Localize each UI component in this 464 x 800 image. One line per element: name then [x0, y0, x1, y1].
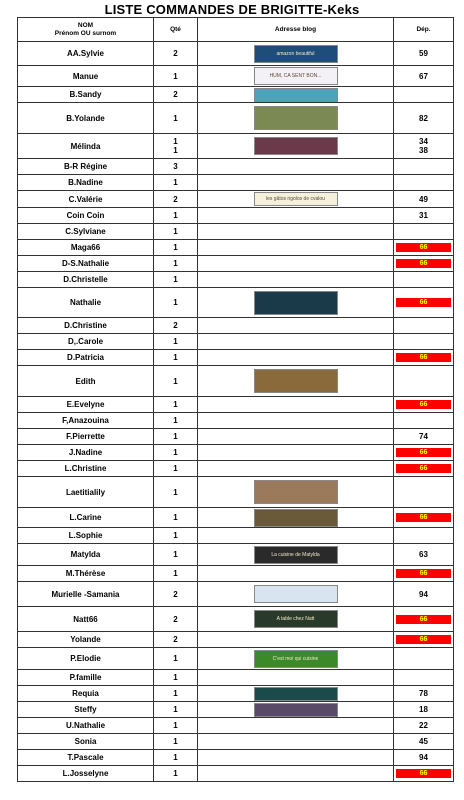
table-row: [18, 224, 454, 240]
blog-banner-image[interactable]: [254, 687, 338, 701]
table-header-row: [18, 18, 454, 42]
cell-qte: 1: [154, 208, 198, 224]
blog-banner-image[interactable]: [254, 703, 338, 717]
cell-nom: B.Sandy: [18, 87, 154, 103]
cell-blog: [198, 42, 394, 66]
table-row: [18, 718, 454, 734]
cell-nom: Edith: [18, 366, 154, 397]
cell-nom: L.Josselyne: [18, 766, 154, 782]
cell-dep: [394, 632, 454, 648]
table-row: [18, 103, 454, 134]
cell-nom: Nathalie: [18, 288, 154, 318]
table-row: [18, 648, 454, 670]
blog-banner-image[interactable]: [254, 106, 338, 130]
cell-nom: Maga66: [18, 240, 154, 256]
blog-banner-image[interactable]: [254, 137, 338, 155]
cell-nom: M.Thérèse: [18, 566, 154, 582]
cell-dep: 59: [394, 42, 454, 66]
table-row: [18, 191, 454, 208]
header-qte: Qté: [154, 18, 198, 42]
table-row: [18, 413, 454, 429]
blog-banner-image[interactable]: A table chez Natt: [254, 610, 338, 628]
table-row: [18, 208, 454, 224]
table-row: [18, 134, 454, 159]
cell-blog: [198, 240, 394, 256]
cell-qte: 1: [154, 477, 198, 508]
table-row: [18, 528, 454, 544]
cell-nom: Sonia: [18, 734, 154, 750]
cell-dep: [394, 648, 454, 670]
header-blog: Adresse blog: [198, 18, 394, 42]
table-row: [18, 445, 454, 461]
cell-nom: D-S.Nathalie: [18, 256, 154, 272]
table-row: [18, 256, 454, 272]
table-row: [18, 288, 454, 318]
cell-qte: 1: [154, 648, 198, 670]
table-row: [18, 750, 454, 766]
cell-blog: [198, 582, 394, 607]
cell-nom: J.Nadine: [18, 445, 154, 461]
cell-nom: Coin Coin: [18, 208, 154, 224]
blog-banner-image[interactable]: [254, 369, 338, 393]
cell-nom: Requia: [18, 686, 154, 702]
blog-banner-image[interactable]: [254, 480, 338, 504]
cell-blog: [198, 334, 394, 350]
cell-qte: 1: [154, 445, 198, 461]
cell-blog: [198, 208, 394, 224]
cell-blog: [198, 445, 394, 461]
cell-nom: Laetitialily: [18, 477, 154, 508]
cell-nom: F,Anazouina: [18, 413, 154, 429]
cell-qte: 2: [154, 42, 198, 66]
table-row: [18, 607, 454, 632]
table-row: [18, 42, 454, 66]
cell-nom: C.Valérie: [18, 191, 154, 208]
cell-blog: [198, 461, 394, 477]
cell-dep: 78: [394, 686, 454, 702]
dep-highlight: 66: [396, 243, 451, 252]
cell-blog: [198, 477, 394, 508]
cell-dep: [394, 670, 454, 686]
cell-nom: F.Pierrette: [18, 429, 154, 445]
cell-nom: C.Sylviane: [18, 224, 154, 240]
blog-banner-image[interactable]: [254, 585, 338, 603]
cell-qte: 1: [154, 288, 198, 318]
blog-banner-image[interactable]: les gâtos rigolos de cvalou: [254, 192, 338, 206]
cell-blog: [198, 397, 394, 413]
cell-dep: [394, 413, 454, 429]
cell-qte: 1: [154, 508, 198, 528]
cell-blog: [198, 766, 394, 782]
cell-qte: 1: [154, 734, 198, 750]
cell-dep: [394, 334, 454, 350]
table-row: [18, 766, 454, 782]
cell-nom: Murielle -Samania: [18, 582, 154, 607]
cell-qte: 1: [154, 240, 198, 256]
cell-qte: 2: [154, 607, 198, 632]
cell-nom: Mélinda: [18, 134, 154, 159]
cell-dep: 45: [394, 734, 454, 750]
cell-dep: 31: [394, 208, 454, 224]
table-row: [18, 544, 454, 566]
table-row: [18, 477, 454, 508]
blog-banner-image[interactable]: [254, 509, 338, 527]
cell-dep: 49: [394, 191, 454, 208]
cell-nom: Natt66: [18, 607, 154, 632]
table-body: [18, 42, 454, 782]
cell-qte: 1: [154, 528, 198, 544]
table-row: [18, 461, 454, 477]
cell-blog: [198, 350, 394, 366]
cell-qte: 1: [154, 175, 198, 191]
cell-dep: [394, 445, 454, 461]
cell-qte: 2: [154, 87, 198, 103]
blog-banner-image[interactable]: amazon beautiful: [254, 45, 338, 63]
cell-dep: 22: [394, 718, 454, 734]
dep-highlight: 66: [396, 464, 451, 473]
cell-nom: P.famille: [18, 670, 154, 686]
cell-dep: [394, 224, 454, 240]
cell-blog: [198, 632, 394, 648]
cell-nom: D.Christine: [18, 318, 154, 334]
blog-banner-image[interactable]: La cuisine de Matylda: [254, 546, 338, 564]
cell-dep: [394, 272, 454, 288]
table-row: [18, 632, 454, 648]
cell-qte: 1: [154, 272, 198, 288]
cell-nom: Matylda: [18, 544, 154, 566]
cell-dep: [394, 528, 454, 544]
cell-blog: [198, 191, 394, 208]
cell-qte: 2: [154, 582, 198, 607]
dep-highlight: 66: [396, 569, 451, 578]
cell-qte: 1: [154, 766, 198, 782]
cell-nom: B.Yolande: [18, 103, 154, 134]
table-row: [18, 334, 454, 350]
cell-dep: 94: [394, 750, 454, 766]
dep-highlight: 66: [396, 353, 451, 362]
cell-dep: [394, 461, 454, 477]
cell-qte: 2: [154, 191, 198, 208]
cell-blog: [198, 734, 394, 750]
cell-blog: [198, 508, 394, 528]
cell-qte: 1: [154, 718, 198, 734]
cell-blog: [198, 224, 394, 240]
cell-qte: 1: [154, 366, 198, 397]
blog-banner-image[interactable]: [254, 291, 338, 315]
cell-dep: 74: [394, 429, 454, 445]
cell-blog: [198, 750, 394, 766]
cell-dep: [394, 477, 454, 508]
cell-qte: 1: [154, 686, 198, 702]
table-row: [18, 566, 454, 582]
cell-nom: D.Patricia: [18, 350, 154, 366]
cell-nom: L.Carine: [18, 508, 154, 528]
blog-banner-image[interactable]: [254, 88, 338, 102]
cell-blog: [198, 134, 394, 159]
page-title: LISTE COMMANDES DE BRIGITTE-Keks: [104, 2, 360, 17]
cell-dep: [394, 350, 454, 366]
blog-banner-image[interactable]: C'est moi qui cuisine: [254, 650, 338, 668]
cell-dep: 82: [394, 103, 454, 134]
cell-dep: [394, 766, 454, 782]
cell-nom: B-R Régine: [18, 159, 154, 175]
cell-qte: 1: [154, 544, 198, 566]
cell-dep: [394, 508, 454, 528]
cell-dep: [394, 256, 454, 272]
cell-nom: Yolande: [18, 632, 154, 648]
cell-blog: [198, 288, 394, 318]
cell-dep: [394, 318, 454, 334]
cell-blog: [198, 429, 394, 445]
table-row: [18, 350, 454, 366]
table-row: [18, 240, 454, 256]
cell-dep: 67: [394, 66, 454, 87]
cell-qte: 1: [154, 350, 198, 366]
table-row: [18, 272, 454, 288]
cell-qte: 1: [154, 334, 198, 350]
table-row: [18, 318, 454, 334]
orders-table: [17, 17, 454, 782]
cell-qte: 1: [154, 224, 198, 240]
cell-qte: 1: [154, 566, 198, 582]
cell-blog: [198, 718, 394, 734]
table-row: [18, 397, 454, 413]
cell-qte: 1: [154, 66, 198, 87]
cell-dep: [394, 607, 454, 632]
table-row: [18, 175, 454, 191]
cell-qte: 1: [154, 702, 198, 718]
dep-highlight: 66: [396, 769, 451, 778]
cell-qte: 1: [154, 461, 198, 477]
dep-highlight: 66: [396, 400, 451, 409]
dep-highlight: 66: [396, 298, 451, 307]
cell-dep: [394, 288, 454, 318]
cell-qte: 1: [154, 413, 198, 429]
cell-nom: Steffy: [18, 702, 154, 718]
cell-blog: [198, 702, 394, 718]
cell-nom: L.Sophie: [18, 528, 154, 544]
cell-blog: [198, 103, 394, 134]
cell-blog: [198, 318, 394, 334]
cell-qte: 1: [154, 429, 198, 445]
cell-nom: P.Elodie: [18, 648, 154, 670]
cell-blog: [198, 607, 394, 632]
cell-blog: [198, 670, 394, 686]
cell-nom: D,.Carole: [18, 334, 154, 350]
cell-blog: [198, 686, 394, 702]
cell-dep: [394, 366, 454, 397]
cell-dep: 63: [394, 544, 454, 566]
cell-blog: [198, 272, 394, 288]
cell-nom: D.Christelle: [18, 272, 154, 288]
table-row: [18, 159, 454, 175]
dep-highlight: 66: [396, 513, 451, 522]
cell-qte: 1: [154, 397, 198, 413]
cell-blog: [198, 256, 394, 272]
cell-nom: U.Nathalie: [18, 718, 154, 734]
table-row: [18, 582, 454, 607]
table-row: [18, 508, 454, 528]
dep-highlight: 66: [396, 635, 451, 644]
cell-qte: 3: [154, 159, 198, 175]
cell-nom: L.Christine: [18, 461, 154, 477]
blog-banner-image[interactable]: HUM, CA SENT BON...: [254, 67, 338, 85]
table-row: [18, 734, 454, 750]
table-row: [18, 686, 454, 702]
cell-blog: [198, 528, 394, 544]
cell-blog: [198, 66, 394, 87]
dep-highlight: 66: [396, 259, 451, 268]
cell-qte: 1: [154, 103, 198, 134]
header-nom: NOM Prénom OU surnom: [18, 18, 154, 42]
table-row: [18, 66, 454, 87]
table-row: [18, 702, 454, 718]
table-row: [18, 87, 454, 103]
dep-highlight: 66: [396, 448, 451, 457]
table-row: [18, 670, 454, 686]
cell-qte: 1: [154, 750, 198, 766]
cell-nom: B.Nadine: [18, 175, 154, 191]
cell-blog: [198, 413, 394, 429]
cell-blog: [198, 648, 394, 670]
header-dep: Dép.: [394, 18, 454, 42]
cell-dep: [394, 397, 454, 413]
cell-qte: 2: [154, 318, 198, 334]
cell-blog: [198, 566, 394, 582]
cell-dep: [394, 87, 454, 103]
table-row: [18, 429, 454, 445]
cell-dep: 34 38: [394, 134, 454, 159]
cell-qte: 1 1: [154, 134, 198, 159]
cell-nom: T.Pascale: [18, 750, 154, 766]
cell-qte: 1: [154, 670, 198, 686]
table-row: [18, 366, 454, 397]
cell-blog: [198, 544, 394, 566]
cell-dep: 94: [394, 582, 454, 607]
cell-dep: [394, 159, 454, 175]
cell-qte: 2: [154, 632, 198, 648]
cell-dep: [394, 566, 454, 582]
cell-dep: [394, 240, 454, 256]
cell-nom: AA.Sylvie: [18, 42, 154, 66]
cell-blog: [198, 175, 394, 191]
cell-blog: [198, 366, 394, 397]
cell-nom: Manue: [18, 66, 154, 87]
cell-dep: 18: [394, 702, 454, 718]
cell-nom: E.Evelyne: [18, 397, 154, 413]
dep-highlight: 66: [396, 615, 451, 624]
cell-dep: [394, 175, 454, 191]
cell-blog: [198, 159, 394, 175]
cell-qte: 1: [154, 256, 198, 272]
cell-blog: [198, 87, 394, 103]
